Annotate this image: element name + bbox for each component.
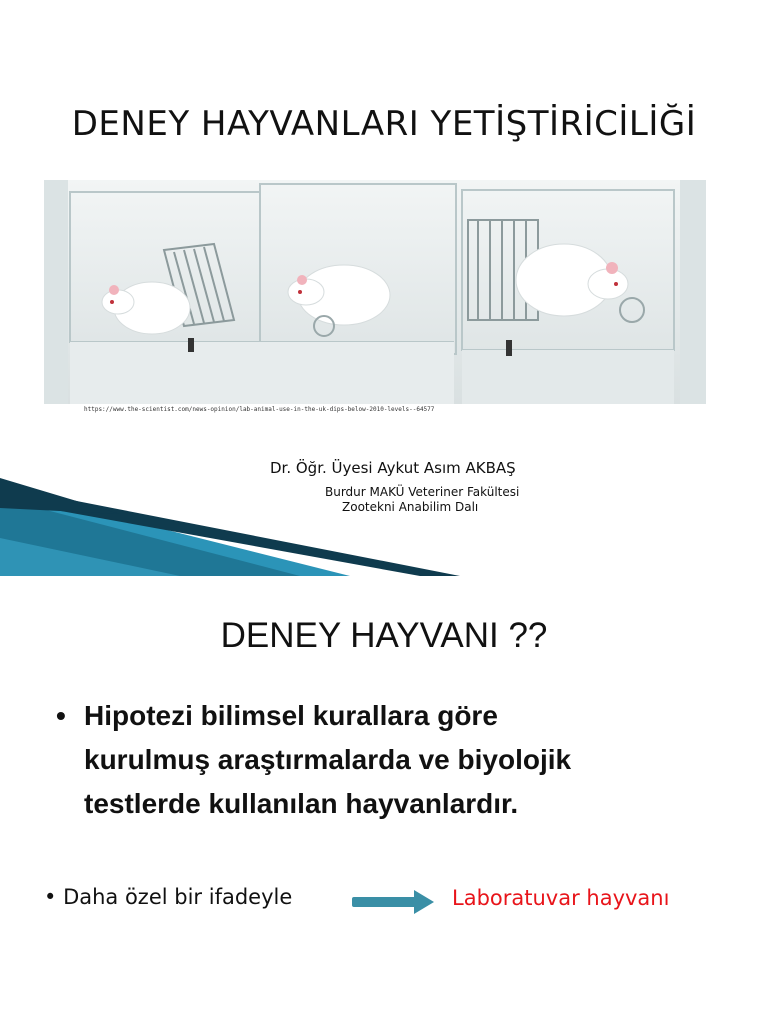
definition-text bbox=[84, 694, 571, 826]
bullet-text: Daha özel bir ifadeyle bbox=[63, 885, 293, 909]
lab-rats-photo bbox=[44, 180, 706, 404]
lab-rats-illustration bbox=[44, 180, 706, 404]
decorative-swoosh bbox=[0, 478, 460, 578]
affiliation-department: Zootekni Anabilim Dalı bbox=[342, 500, 479, 514]
definition-line: Hipotezi bilimsel kurallara göre bbox=[84, 700, 498, 731]
definition-slide bbox=[0, 588, 768, 1024]
bullet-dot-icon: • bbox=[44, 885, 64, 909]
specific-term-bullet bbox=[44, 885, 292, 909]
bullet-dot-icon: • bbox=[56, 700, 66, 731]
author-name: Dr. Öğr. Üyesi Aykut Asım AKBAŞ bbox=[270, 459, 516, 477]
right-arrow-icon bbox=[352, 890, 434, 914]
slide-title: DENEY HAYVANI ?? bbox=[220, 616, 548, 655]
slide-title: DENEY HAYVANLARI YETİŞTİRİCİLİĞİ bbox=[71, 104, 697, 144]
affiliation-faculty: Burdur MAKÜ Veteriner Fakültesi bbox=[325, 485, 520, 499]
definition-line: kurulmuş araştırmalarda ve biyolojik bbox=[84, 744, 572, 775]
highlight-term: Laboratuvar hayvanı bbox=[452, 886, 670, 910]
image-source-url: https://www.the-scientist.com/news-opinion/lab-animal-use-in-the-uk-dips-below-2010-levels--64577 bbox=[84, 406, 435, 413]
definition-line: testlerde kullanılan hayvanlardır. bbox=[84, 788, 519, 819]
